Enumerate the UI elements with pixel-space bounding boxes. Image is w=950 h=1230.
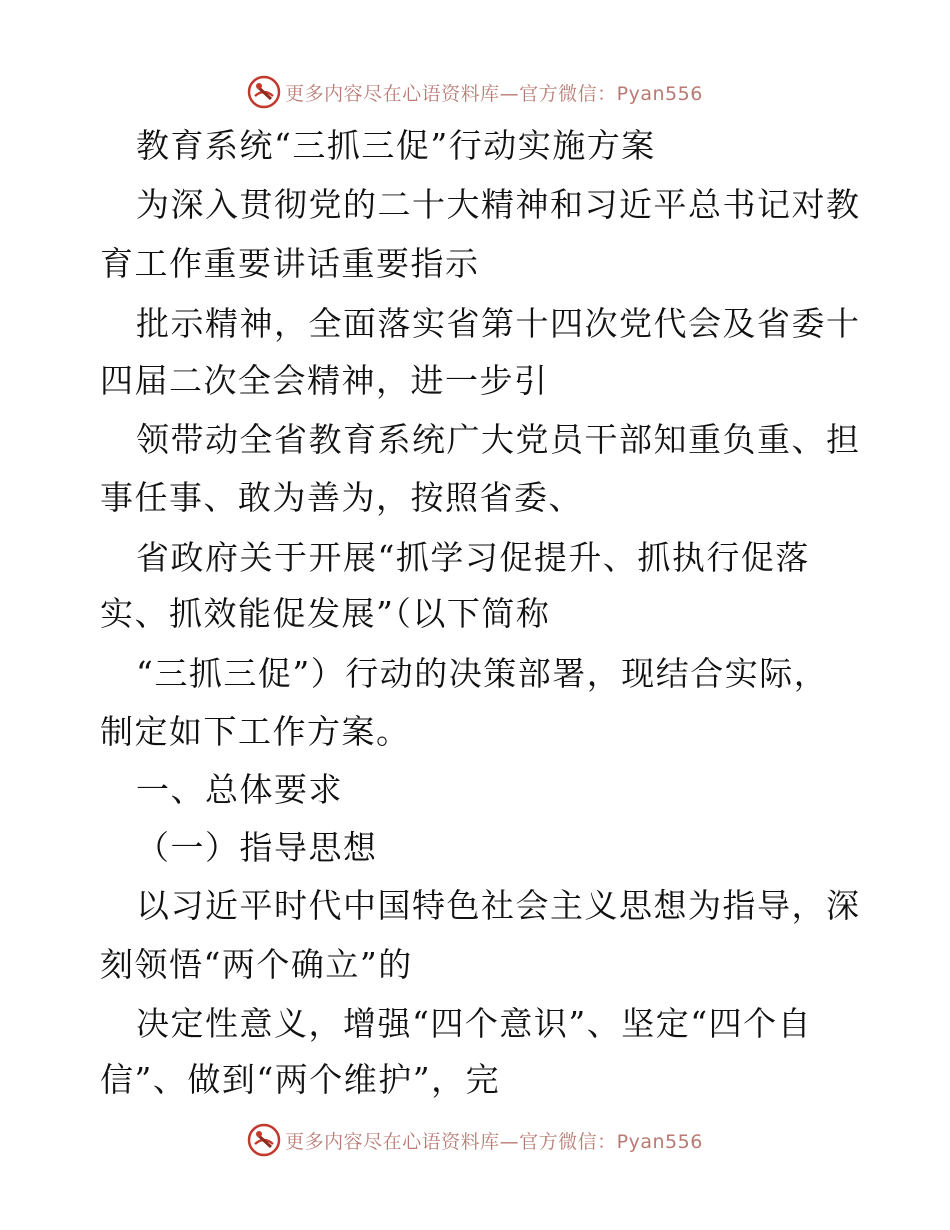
paragraph-line: 育工作重要讲话重要指示 (100, 244, 480, 283)
watermark-text: 更多内容尽在心语资料库—官方微信：Pyan556 (285, 1130, 703, 1153)
paragraph-line: 制定如下工作方案。 (100, 712, 411, 751)
paragraph-line: 批示精神，全面落实省第十四次党代会及省委十 (136, 304, 861, 343)
paragraph-line: 决定性意义，增强“四个意识”、坚定“四个自 (136, 1004, 813, 1043)
paragraph-line: 省政府关于开展“抓学习促提升、抓执行促落 (136, 538, 810, 577)
book-logo-icon (247, 1123, 281, 1157)
paragraph-line: 四届二次全会精神，进一步引 (100, 361, 549, 400)
paragraph-line: 实、抓效能促发展”（以下简称 (100, 594, 551, 633)
paragraph-line: “三抓三促”）行动的决策部署，现结合实际， (136, 654, 829, 693)
section-heading: 一、总体要求 (136, 770, 343, 809)
watermark-text: 更多内容尽在心语资料库—官方微信：Pyan556 (285, 82, 703, 105)
paragraph-line: 以习近平时代中国特色社会主义思想为指导，深 (136, 886, 861, 925)
paragraph-line: 刻领悟“两个确立”的 (100, 945, 413, 984)
paragraph-line: 信”、做到“两个维护”，完 (100, 1060, 501, 1099)
subsection-heading: （一）指导思想 (136, 828, 378, 867)
document-title: 教育系统“三抓三促”行动实施方案 (136, 126, 656, 165)
paragraph-line: 为深入贯彻党的二十大精神和习近平总书记对教 (136, 185, 861, 224)
paragraph-line: 事任事、敢为善为，按照省委、 (100, 478, 583, 517)
paragraph-line: 领带动全省教育系统广大党员干部知重负重、担 (136, 420, 861, 459)
footer-watermark (0, 1118, 950, 1162)
